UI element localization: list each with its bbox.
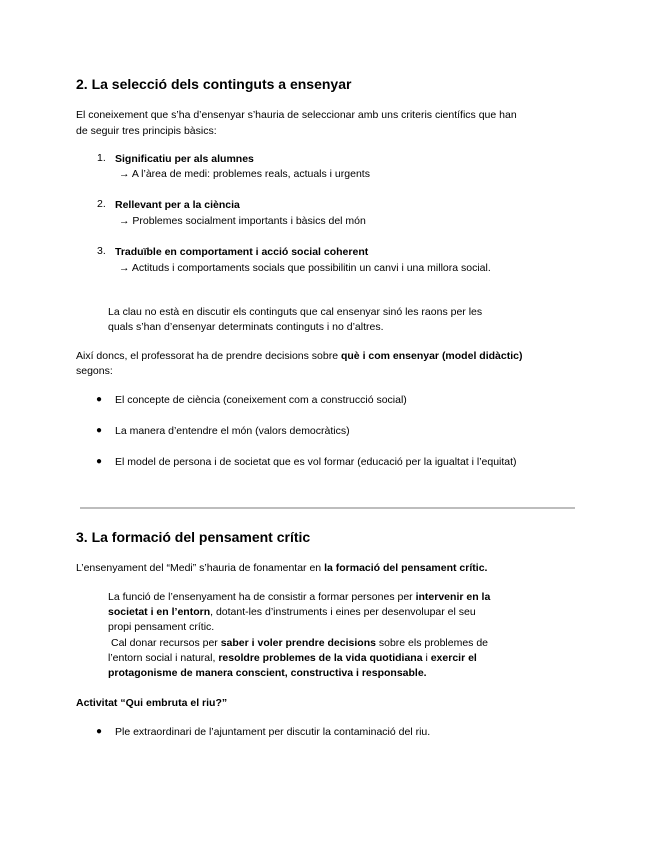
principle-2-detail: → Problemes socialment importants i bàsics del món (119, 215, 366, 227)
decisions-line-1 (76, 349, 522, 364)
function-line-1 (108, 590, 490, 605)
function-text-2: , dotant-les d’instruments i eines per desenvolupar el seu (210, 606, 476, 618)
principle-3-detail: → Actituds i comportaments socials que possibilitin un canvi i una millora social. (119, 262, 491, 274)
section-3-heading: 3. La formació del pensament crític (76, 529, 311, 545)
resources-emphasis-2: resoldre problemes de la vida quotidiana (218, 652, 423, 664)
principle-1-detail: → A l’àrea de medi: problemes reals, actuals i urgents (119, 168, 370, 180)
resources-text-4: i (422, 652, 431, 664)
principle-3-number: 3. (97, 245, 106, 257)
activity-bullet-text: Ple extraordinari de l’ajuntament per discutir la contaminació del riu. (115, 726, 431, 738)
section-3-intro (76, 561, 487, 576)
bullet-1-marker: ● (96, 394, 103, 405)
resources-line-1 (111, 636, 488, 651)
section-3-intro-text: L’ensenyament del “Medi” s’hauria de fonamentar en (76, 562, 325, 574)
bullet-2-text: La manera d’entendre el món (valors democràtics) (115, 425, 350, 437)
section-2-heading: 2. La selecció dels continguts a ensenyar (76, 76, 352, 92)
function-text-1: La funció de l’ensenyament ha de consistir a formar persones per (108, 591, 416, 603)
section-2-intro-line-2: de seguir tres principis bàsics: (76, 125, 217, 137)
section-3-intro-emphasis: la formació del pensament crític. (324, 562, 488, 574)
function-line-2 (108, 605, 476, 620)
resources-text-3: l’entorn social i natural, (108, 652, 219, 664)
resources-line-2 (108, 651, 477, 666)
resources-emphasis-3: exercir el (430, 652, 477, 664)
decisions-emphasis: què i com ensenyar (model didàctic) (340, 350, 523, 362)
principle-2-title: Rellevant per a la ciència (115, 199, 240, 211)
bullet-1-text: El concepte de ciència (coneixement com a construcció social) (115, 394, 407, 406)
bullet-3-text: El model de persona i de societat que es vol formar (educació per la igualtat i l’equitat) (115, 456, 517, 468)
activity-title: Activitat “Qui embruta el riu?” (76, 697, 228, 709)
principle-2-number: 2. (97, 198, 106, 210)
section-2-intro-line-1: El coneixement que s’ha d’ensenyar s’hauria de seleccionar amb uns criteris científics que han (76, 109, 517, 121)
resources-line-3: protagonisme de manera conscient, constructiva i responsable. (108, 667, 427, 679)
resources-emphasis-1: saber i voler prendre decisions (220, 637, 376, 649)
function-line-3: propi pensament crític. (108, 621, 215, 633)
bullet-2-marker: ● (96, 425, 103, 436)
activity-bullet-marker: ● (96, 726, 103, 737)
resources-text-1: Cal donar recursos per (111, 637, 221, 649)
key-idea-line-2: quals s’han d’ensenyar determinats continguts i no d’altres. (108, 321, 384, 333)
principle-3-title: Traduïble en comportament i acció social coherent (115, 246, 369, 258)
function-emphasis-2: societat i en l’entorn (108, 606, 211, 618)
function-emphasis-1: intervenir en la (415, 591, 491, 603)
decisions-line-2: segons: (76, 365, 113, 377)
principle-1-number: 1. (97, 152, 106, 164)
principle-1-title: Significatiu per als alumnes (115, 153, 254, 165)
resources-text-2: sobre els problemes de (375, 637, 489, 649)
decisions-text: Així doncs, el professorat ha de prendre decisions sobre (76, 350, 341, 362)
key-idea-line-1: La clau no està en discutir els continguts que cal ensenyar sinó les raons per les (108, 306, 483, 318)
section-divider (80, 507, 575, 509)
bullet-3-marker: ● (96, 456, 103, 467)
